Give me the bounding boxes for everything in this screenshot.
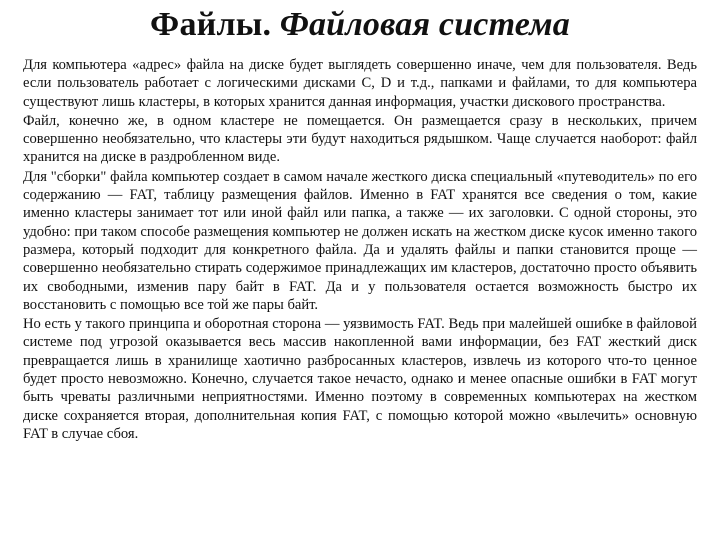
paragraph-fat-vulnerability: Но есть у такого принципа и оборотная сторона — уязвимость FAT. Ведь при малейшей ошибке в файловой системе под угрозой оказывается весь массив накопленной вами информации, без FAT жесткий диск превращается лишь в хранилище хаотично разбросанных кластеров, извлечь из которого что-то ценное будет просто невозможно. Конечно, случается такое нечасто, однако и менее опасные ошибки в FAT могут быть чреваты различными неприятностями. Именно поэтому в современных компьютерах на жестком диске сохраняется вторая, дополнительная копия FAT, с помощью которой можно «вылечить» основную FAT в случае сбоя. bbox=[23, 316, 697, 442]
paragraph-fragmentation: Файл, конечно же, в одном кластере не помещается. Он размещается сразу в нескольких, причем совершенно необязательно, что кластеры эти будут находиться рядышком. Чаще случается наоборот: файл хранится на диске в раздробленном виде. bbox=[23, 112, 697, 166]
slide-body bbox=[23, 56, 697, 443]
paragraph-fat-table: Для "сборки" файла компьютер создает в самом начале жесткого диска специальный «путеводитель» по его содержанию — FAT, таблицу размещения файлов. Именно в FAT хранятся все сведения о том, какие именно кластеры занимает тот или иной файл или папка, а также — их заголовки. С одной стороны, это удобно: при таком способе размещения компьютер не должен искать на жестком диске кусок именно такого размера, который подходит для конкретного файла. Да и удалять файлы и папки становится проще — совершенно необязательно стирать содержимое принадлежащих им кластеров, достаточно просто объявить их свободными, изменив пару байт в FAT. Да и у пользователя остается возможность быстро их восстановить с помощью все той же пары байт. bbox=[23, 168, 697, 313]
title-main: Файлы. bbox=[150, 6, 272, 43]
page-title bbox=[23, 6, 697, 44]
title-emphasis: Файловая система bbox=[279, 6, 570, 43]
paragraph-clusters: Для компьютера «адрес» файла на диске будет выглядеть совершенно иначе, чем для пользователя. Ведь если пользователь работает с логическими дисками С, D и т.д., папками и файлами, то для компьютера существуют лишь кластеры, в которых хранится данная информация, участки дискового пространства. bbox=[23, 57, 697, 110]
